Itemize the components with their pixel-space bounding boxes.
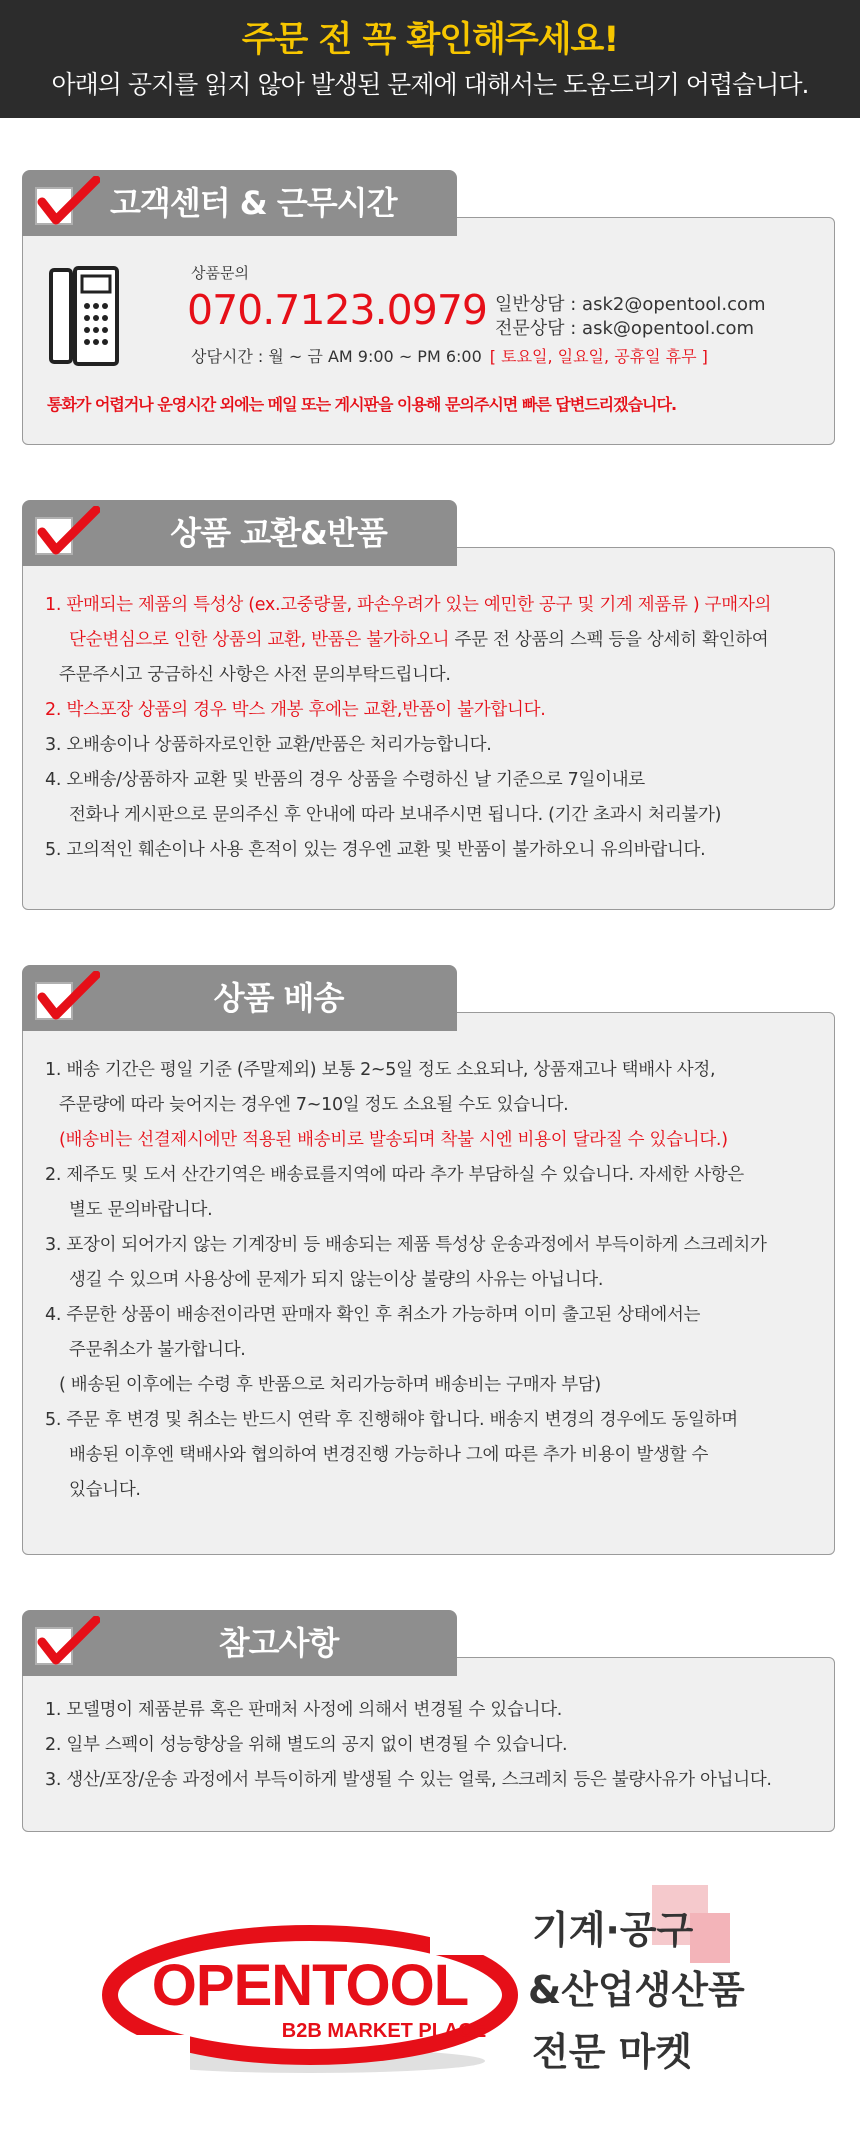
exchange-box	[22, 547, 835, 910]
checkmark-icon	[32, 971, 100, 1025]
list-item-rest: 주문 전 상품의 스펙 등을 상세히 확인하여	[449, 630, 769, 650]
list-item: 전화나 게시판으로 문의주신 후 안내에 따라 보내주시면 됩니다. (기간 초과시 처리불가)	[69, 805, 722, 825]
list-item: 주문량에 따라 늦어지는 경우엔 7~10일 정도 소요될 수도 있습니다.	[59, 1095, 569, 1115]
phone-number[interactable]: 070.7123.0979	[187, 286, 488, 334]
slogan-line-1: 기계·공구	[532, 1908, 694, 1952]
header-subtitle: 아래의 공지를 읽지 않아 발생된 문제에 대해서는 도움드리기 어렵습니다.	[51, 70, 809, 99]
hours-text: 상담시간 : 월 ~ 금 AM 9:00 ~ PM 6:00	[191, 347, 482, 366]
list-item: 1. 배송 기간은 평일 기준 (주말제외) 보통 2~5일 정도 소요되나, 상품재고나 택배사 사정,	[45, 1060, 716, 1080]
opentool-logo	[100, 1885, 780, 2105]
section-title: 참고사항	[218, 1624, 339, 1662]
list-item: 2. 일부 스펙이 성능향상을 위해 별도의 공지 없이 변경될 수 있습니다.	[45, 1735, 568, 1755]
list-item: 4. 주문한 상품이 배송전이라면 판매자 확인 후 취소가 가능하며 이미 출고된 상태에서는	[45, 1305, 701, 1325]
list-item: 2. 제주도 및 도서 산간기역은 배송료를지역에 따라 추가 부담하실 수 있습니다. 자세한 사항은	[45, 1165, 744, 1185]
email-general[interactable]: 일반상담 : ask2@opentool.com	[495, 294, 766, 315]
list-item: 5. 주문 후 변경 및 취소는 반드시 연락 후 진행해야 합니다. 배송지 변경의 경우에도 동일하며	[45, 1410, 738, 1430]
list-item: 배송된 이후엔 택배사와 협의하여 변경진행 가능하나 그에 따른 추가 비용이 발생할 수	[69, 1445, 709, 1465]
list-item: (배송비는 선결제시에만 적용된 배송비로 발송되며 착불 시엔 비용이 달라질 수 있습니다.)	[59, 1130, 728, 1150]
logo-wordmark: OPENTOOL	[151, 1953, 469, 2018]
list-item: 1. 판매되는 제품의 특성상 (ex.고중량물, 파손우려가 있는 예민한 공구 및 기계 제품류 ) 구매자의	[45, 595, 772, 615]
section-title: 고객센터 & 근무시간	[110, 184, 397, 222]
notes-box	[22, 1657, 835, 1832]
section-tab	[22, 1610, 457, 1676]
list-item: 2. 박스포장 상품의 경우 박스 개봉 후에는 교환,반품이 불가합니다.	[45, 700, 546, 720]
phone-icon	[49, 266, 119, 366]
list-item: 3. 포장이 되어가지 않는 기계장비 등 배송되는 제품 특성상 운송과정에서 부득이하게 스크레치가	[45, 1235, 767, 1255]
list-item: 생길 수 있으며 사용상에 문제가 되지 않는이상 불량의 사유는 아닙니다.	[69, 1270, 604, 1290]
list-item: 1. 모델명이 제품분류 혹은 판매처 사정에 의해서 변경될 수 있습니다.	[45, 1700, 563, 1720]
notice-header	[0, 0, 860, 118]
list-item: 주문주시고 궁금하신 사항은 사전 문의부탁드립니다.	[59, 665, 451, 685]
section-title: 상품 배송	[213, 979, 344, 1017]
list-item: 있습니다.	[69, 1480, 141, 1500]
customer-center-section	[22, 170, 835, 445]
list-item: 5. 고의적인 훼손이나 사용 흔적이 있는 경우엔 교환 및 반품이 불가하오니 유의바랍니다.	[45, 840, 706, 860]
header-title: 주문 전 꼭 확인해주세요!	[241, 20, 619, 60]
section-title: 상품 교환&반품	[170, 514, 387, 552]
notes-list	[45, 1693, 825, 1798]
list-item: ( 배송된 이후에는 수령 후 반품으로 처리가능하며 배송비는 구매자 부담)	[59, 1375, 601, 1395]
list-item: 4. 오배송/상품하자 교환 및 반품의 경우 상품을 수령하신 날 기준으로 7일이내로	[45, 770, 645, 790]
list-item: 3. 오배송이나 상품하자로인한 교환/반품은 처리가능합니다.	[45, 735, 492, 755]
checkmark-icon	[32, 506, 100, 560]
customer-center-box	[22, 217, 835, 445]
list-item-highlight: 단순변심으로 인한 상품의 교환, 반품은 불가하오니	[69, 630, 450, 650]
brand-banner	[100, 1885, 780, 2105]
shipping-list	[45, 1053, 825, 1508]
checkmark-icon	[32, 176, 100, 230]
list-item	[45, 623, 825, 658]
notes-section	[22, 1610, 835, 1832]
holiday-text: [ 토요일, 일요일, 공휴일 휴무 ]	[489, 347, 708, 366]
section-tab	[22, 500, 457, 566]
slogan-line-3: 전문 마켓	[532, 2030, 693, 2074]
shipping-box	[22, 1012, 835, 1555]
shipping-section	[22, 965, 835, 1555]
logo-subtitle: B2B MARKET PLACE	[281, 2020, 487, 2042]
exchange-list	[45, 588, 825, 868]
section-tab	[22, 170, 457, 236]
exchange-section	[22, 500, 835, 912]
email-expert[interactable]: 전문상담 : ask@opentool.com	[495, 318, 755, 339]
list-item: 3. 생산/포장/운송 과정에서 부득이하게 발생될 수 있는 얼룩, 스크레치 등은 불량사유가 아닙니다.	[45, 1770, 772, 1790]
contact-notice: 통화가 어렵거나 운영시간 외에는 메일 또는 게시판을 이용해 문의주시면 빠른 답변드리겠습니다.	[47, 395, 677, 414]
list-item: 주문취소가 불가합니다.	[69, 1340, 246, 1360]
slogan-line-2: &산업생산품	[528, 1968, 745, 2012]
inquiry-label: 상품문의	[191, 264, 249, 282]
list-item: 별도 문의바랍니다.	[69, 1200, 213, 1220]
checkmark-icon	[32, 1616, 100, 1670]
section-tab	[22, 965, 457, 1031]
business-hours	[191, 344, 708, 367]
